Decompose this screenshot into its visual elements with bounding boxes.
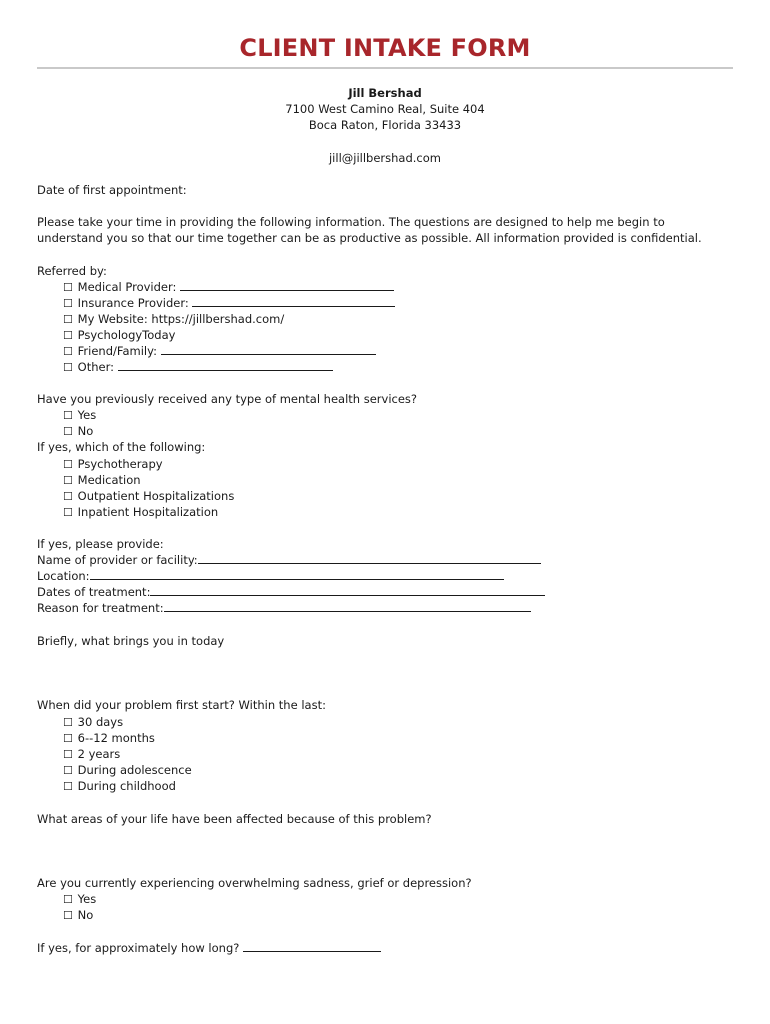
option-label: Friend/Family: [77,344,157,358]
start-option-6-12-months[interactable] [63,731,155,746]
checkbox-icon[interactable]: ☐ [63,716,73,729]
treatment-reason-label: Reason for treatment: [37,601,164,615]
option-label: Medical Provider: [77,280,177,294]
checkbox-icon[interactable]: ☐ [63,506,73,519]
option-label: Insurance Provider: [77,296,189,310]
treatment-reason-field[interactable] [164,601,531,612]
checkbox-icon[interactable]: ☐ [63,748,73,761]
first-appointment-label: Date of first appointment: [37,183,187,197]
option-label: Other: [77,360,114,374]
option-label: During adolescence [77,763,192,777]
checkbox-icon[interactable]: ☐ [63,490,73,503]
treatment-reason-row [37,601,531,615]
prior-services-followup: If yes, which of the following: [37,440,206,454]
checkbox-icon[interactable]: ☐ [63,425,73,438]
treatment-dates-row [37,585,545,599]
brings-you-in-question: Briefly, what brings you in today [37,634,225,648]
provider-location-label: Location: [37,569,90,583]
contact-address-line2: Boca Raton, Florida 33433 [308,118,462,132]
service-type-outpatient[interactable] [63,489,234,504]
prior-services-question: Have you previously received any type of mental health services? [37,392,418,406]
service-type-medication[interactable] [63,473,141,488]
title-divider [37,67,733,69]
option-label: 2 years [77,747,121,761]
option-label: No [77,908,94,922]
referral-option-psychologytoday[interactable] [63,328,175,343]
option-label: Medication [77,473,141,487]
checkbox-icon[interactable]: ☐ [63,780,73,793]
checkbox-icon[interactable]: ☐ [63,329,73,342]
referral-option-website[interactable] [63,312,284,327]
option-label: Yes [77,408,97,422]
option-label: Yes [77,892,97,906]
intro-text-line1: Please take your time in providing the following information. The questions are designed to help me begin to [37,215,665,229]
affected-areas-question: What areas of your life have been affected because of this problem? [37,812,432,826]
contact-address-line1: 7100 West Camino Real, Suite 404 [285,102,485,116]
option-label: No [77,424,94,438]
sadness-duration-row [37,941,381,955]
option-label: Inpatient Hospitalization [77,505,219,519]
intro-text-line2: understand you so that our time together can be as productive as possible. All information provided is confidential. [37,231,702,245]
checkbox-icon[interactable]: ☐ [63,313,73,326]
prior-services-option-yes[interactable] [63,408,96,423]
provider-location-row [37,569,504,583]
option-label: My Website: https://jillbershad.com/ [77,312,285,326]
provider-heading: If yes, please provide: [37,537,164,551]
referral-option-other[interactable] [63,360,333,375]
sadness-duration-field[interactable] [243,941,381,952]
checkbox-icon[interactable]: ☐ [63,732,73,745]
sadness-option-yes[interactable] [63,892,96,907]
insurance-provider-field[interactable] [192,296,395,307]
option-label: PsychologyToday [77,328,176,342]
medical-provider-field[interactable] [180,280,394,291]
treatment-dates-label: Dates of treatment: [37,585,151,599]
referred-by-label: Referred by: [37,264,107,278]
service-type-psychotherapy[interactable] [63,457,163,472]
provider-name-row [37,553,541,567]
checkbox-icon[interactable]: ☐ [63,893,73,906]
checkbox-icon[interactable]: ☐ [63,458,73,471]
start-option-2-years[interactable] [63,747,120,762]
option-label: 6--12 months [77,731,155,745]
checkbox-icon[interactable]: ☐ [63,297,73,310]
sadness-option-no[interactable] [63,908,93,923]
checkbox-icon[interactable]: ☐ [63,474,73,487]
sadness-duration-label: If yes, for approximately how long? [37,941,240,955]
referral-option-medical-provider[interactable] [63,280,394,295]
option-label: 30 days [77,715,124,729]
form-title: CLIENT INTAKE FORM [239,34,531,62]
option-label: During childhood [77,779,176,793]
sadness-question: Are you currently experiencing overwhelming sadness, grief or depression? [37,876,472,890]
option-label: Outpatient Hospitalizations [77,489,235,503]
other-referral-field[interactable] [118,360,333,371]
provider-name-field[interactable] [198,553,541,564]
start-option-30-days[interactable] [63,715,123,730]
prior-services-option-no[interactable] [63,424,93,439]
provider-name-label: Name of provider or facility: [37,553,198,567]
checkbox-icon[interactable]: ☐ [63,281,73,294]
checkbox-icon[interactable]: ☐ [63,909,73,922]
option-label: Psychotherapy [77,457,163,471]
contact-email[interactable]: jill@jillbershad.com [328,151,441,165]
contact-name: Jill Bershad [348,86,422,100]
problem-start-question: When did your problem first start? Within the last: [37,698,326,712]
service-type-inpatient[interactable] [63,505,218,520]
treatment-dates-field[interactable] [150,585,545,596]
checkbox-icon[interactable]: ☐ [63,345,73,358]
start-option-childhood[interactable] [63,779,176,794]
start-option-adolescence[interactable] [63,763,192,778]
referral-option-friend-family[interactable] [63,344,376,359]
checkbox-icon[interactable]: ☐ [63,361,73,374]
friend-family-field[interactable] [161,344,376,355]
referral-option-insurance-provider[interactable] [63,296,395,311]
checkbox-icon[interactable]: ☐ [63,409,73,422]
checkbox-icon[interactable]: ☐ [63,764,73,777]
provider-location-field[interactable] [90,569,504,580]
